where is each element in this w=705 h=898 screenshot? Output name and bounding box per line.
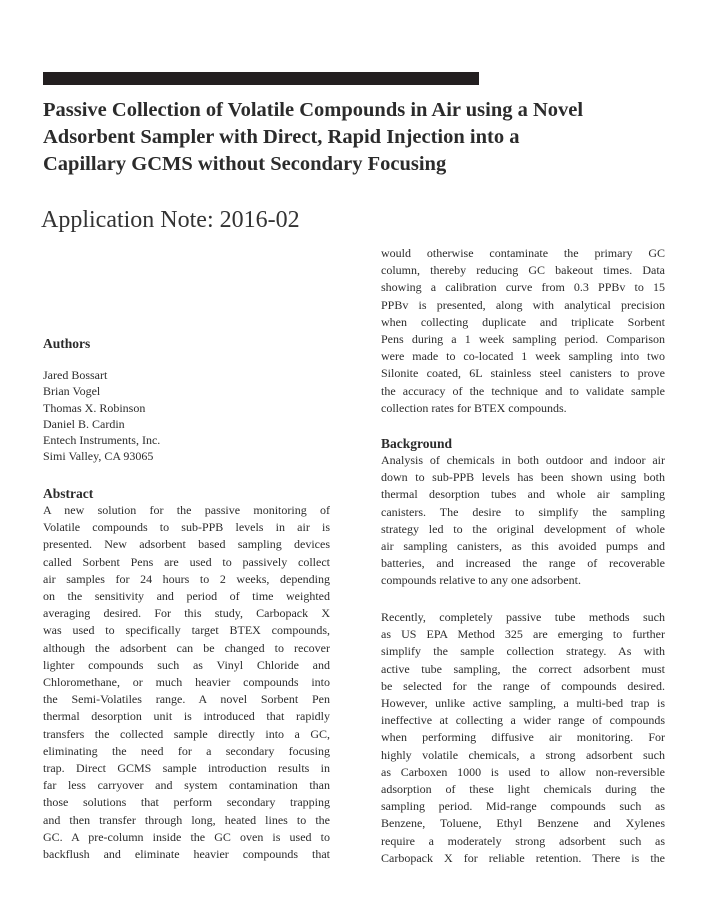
text-line: called Sorbent Pens are used to passively collect — [43, 554, 330, 569]
text-line: as US EPA Method 325 are emerging to further — [381, 627, 665, 642]
text-line: Silonite coated, 6L stainless steel canisters to prove — [381, 366, 665, 381]
text-line: active tube sampling, the correct adsorbent must — [381, 661, 665, 676]
text-line: thermal desorption unit is introduced that rapidly — [43, 709, 330, 724]
text-line: trap. Direct GCMS sample introduction results in — [43, 761, 330, 776]
text-line: air samples for 24 hours to 2 weeks, depending — [43, 571, 330, 586]
text-line: those solutions that perform secondary trapping — [43, 795, 330, 810]
text-line: presented. New adsorbent based sampling devices — [43, 537, 330, 552]
text-line: highly volatile chemicals, a strong adsorbent such — [381, 747, 665, 762]
text-line: Recently, completely passive tube methods such — [381, 610, 665, 624]
authors-list — [43, 367, 160, 465]
text-line: Chloromethane, or much heavier compounds into — [43, 675, 330, 690]
text-line: far less carryover and system contamination than — [43, 778, 330, 793]
text-line: require a moderately strong adsorbent such as — [381, 833, 665, 848]
text-line: when collecting duplicate and triplicate Sorbent — [381, 314, 665, 329]
text-line: A new solution for the passive monitoring of — [43, 503, 330, 517]
text-line: GC. A pre-column inside the GC oven is used to — [43, 829, 330, 844]
text-line: ineffective at collecting a wider range of compounds — [381, 713, 665, 728]
text-line: transfers the collected sample directly into a GC, — [43, 726, 330, 741]
document-title — [43, 97, 663, 178]
text-line: Pens during a 1 week sampling period. Comparison — [381, 332, 665, 347]
background-paragraph-1 — [381, 452, 665, 590]
text-line: when performing diffusive air monitoring. For — [381, 730, 665, 745]
text-line: and then transfer through long, heated lines to the — [43, 812, 330, 827]
text-line: collection rates for BTEX compounds. — [381, 400, 567, 415]
text-line: sampling period. Mid-range compounds such as — [381, 799, 665, 814]
header-rule — [43, 72, 479, 85]
text-line: batteries, and increased the range of recoverable — [381, 556, 665, 571]
author-affiliation: Entech Instruments, Inc. — [43, 433, 161, 448]
text-line: PPBv is presented, along with analytical precision — [381, 297, 665, 312]
text-line: be selected for the range of compounds desired. — [381, 678, 665, 693]
application-note-number: Application Note: 2016-02 — [41, 207, 300, 233]
background-paragraph-2 — [381, 609, 665, 867]
title-line: Adsorbent Sampler with Direct, Rapid Injection into a — [43, 126, 520, 148]
text-line: strategy led to the original development of whole — [381, 521, 665, 536]
text-line: adsorption of these light chemicals during the — [381, 782, 665, 797]
title-line: Passive Collection of Volatile Compounds in Air using a Novel — [43, 99, 584, 121]
text-line: down to sub-PPB levels has been shown using both — [381, 470, 665, 485]
text-line: Analysis of chemicals in both outdoor and indoor air — [381, 453, 665, 467]
text-line: although the adsorbent can be changed to recover — [43, 640, 330, 655]
background-heading: Background — [381, 436, 453, 451]
abstract-heading: Abstract — [43, 486, 94, 501]
text-line: showing a calibration curve from 0.3 PPBv to 15 — [381, 280, 665, 295]
text-line: the Semi-Volatiles range. A novel Sorbent Pen — [43, 692, 330, 707]
title-line: Capillary GCMS without Secondary Focusing — [43, 153, 447, 175]
author-item: Jared Bossart — [43, 368, 108, 382]
text-line: Benzene, Toluene, Ethyl Benzene and Xylenes — [381, 816, 665, 831]
text-line: eliminating the need for a secondary focusing — [43, 743, 330, 758]
text-line: simplify the sample collection strategy. As with — [381, 644, 665, 659]
authors-heading: Authors — [43, 336, 91, 351]
text-line: column, thereby reducing GC bakeout times. Data — [381, 263, 665, 278]
author-item: Brian Vogel — [43, 384, 101, 399]
text-line: as Carboxen 1000 is used to allow non-reversible — [381, 764, 665, 779]
text-line: the accuracy of the technique and to validate sample — [381, 383, 665, 398]
text-line: compounds relative to any one adsorbent. — [381, 573, 581, 588]
text-line: were made to co-located 1 week sampling into two — [381, 349, 665, 364]
abstract-continued — [381, 245, 665, 417]
text-line: air sampling canisters, as this avoided pumps and — [381, 539, 665, 554]
text-line: lighter compounds such as Vinyl Chloride and — [43, 657, 330, 672]
author-item: Thomas X. Robinson — [43, 400, 146, 415]
text-line: canisters. The desire to simplify the sampling — [381, 504, 665, 519]
text-line: thermal desorption tubes and whole air sampling — [381, 487, 665, 502]
author-item: Daniel B. Cardin — [43, 416, 125, 431]
text-line: However, unlike active sampling, a multi-bed trap is — [381, 696, 665, 711]
text-line: averaging desired. For this study, Carbopack X — [43, 606, 330, 621]
text-line: on the sensitivity and period of time weighted — [43, 589, 330, 604]
text-line: was used to specifically target BTEX compounds, — [43, 623, 330, 638]
text-line: backflush and eliminate heavier compounds that — [43, 847, 330, 862]
text-line: would otherwise contaminate the primary GC — [381, 246, 665, 260]
text-line: Carbopack X for reliable retention. There is the — [381, 850, 665, 865]
text-line: Volatile compounds to sub-PPB levels in air is — [43, 520, 330, 535]
author-location: Simi Valley, CA 93065 — [43, 449, 154, 464]
abstract-body — [43, 502, 330, 863]
